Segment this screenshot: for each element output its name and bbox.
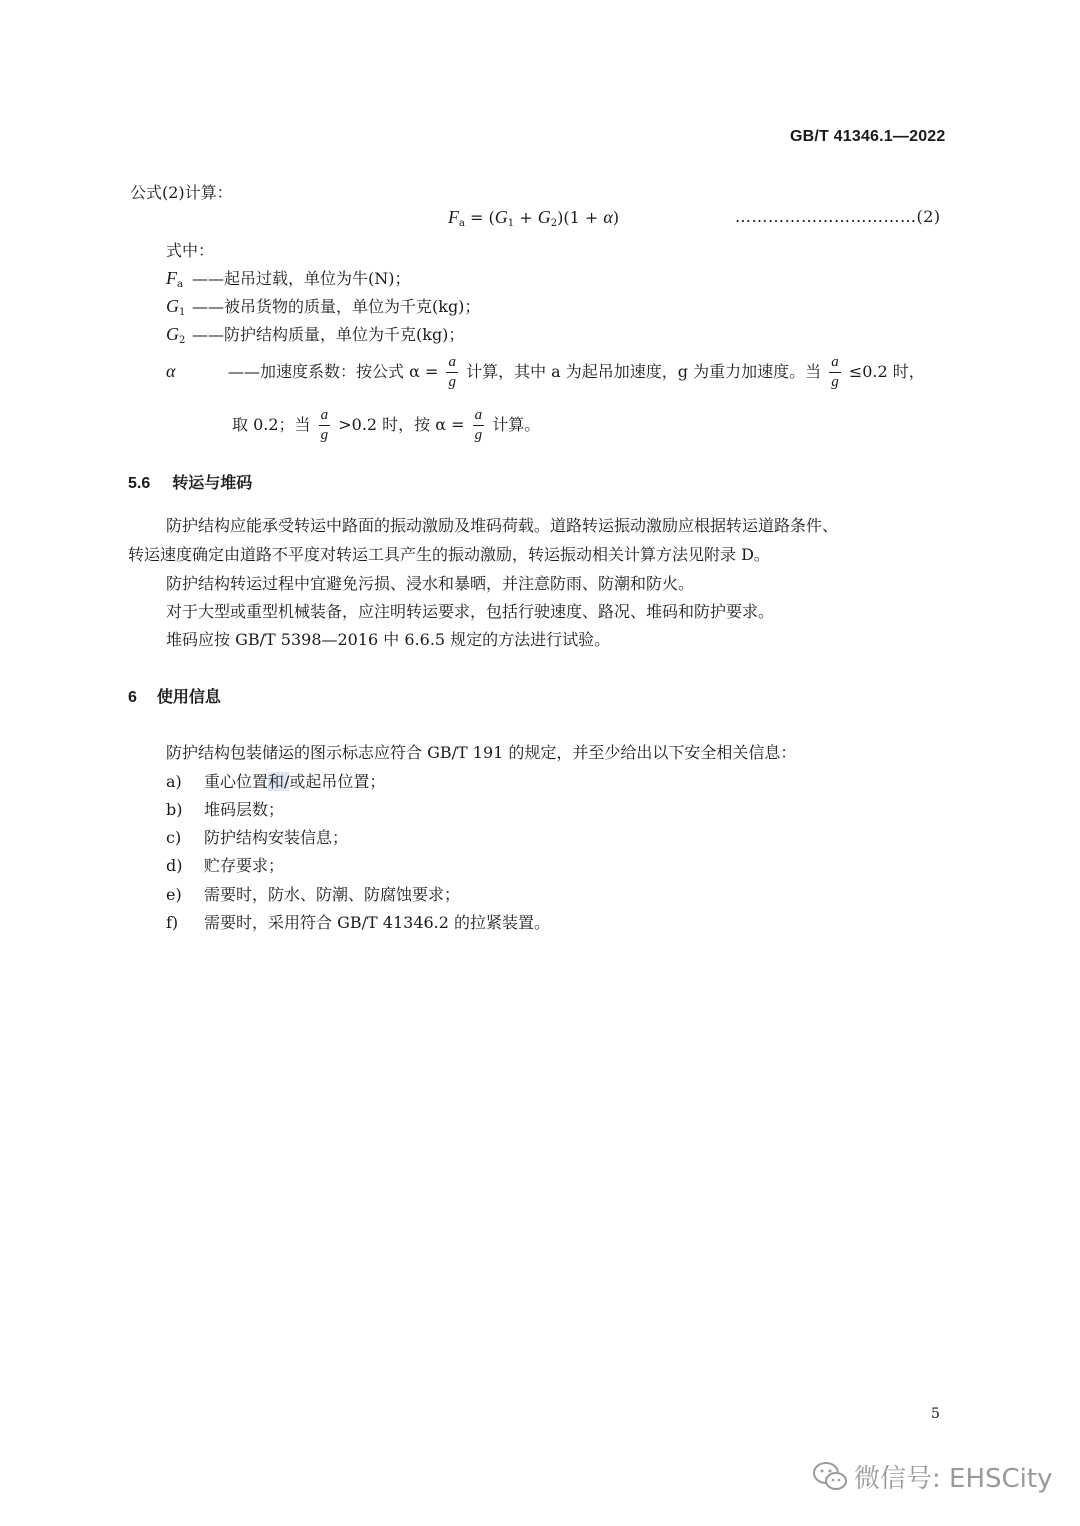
def-g1: $G_1$ ——被吊货物的质量，单位为千克(kg)； bbox=[166, 296, 481, 318]
paragraph: 转运速度确定由道路不平度对转运工具产生的振动激励，转运振动相关计算方法见附录 D。 bbox=[128, 545, 770, 564]
paragraph: 防护结构转运过程中宜避免污损、浸水和暴晒，并注意防雨、防潮和防火。 bbox=[166, 574, 695, 593]
where-label: 式中： bbox=[166, 241, 215, 260]
fraction-a-over-g: $\frac{a}{g}$ bbox=[831, 354, 839, 390]
def-alpha-cont: 取 0.2；当 $\frac{a}{g}$ >0.2 时，按 α = $\frac{a}{g}$ 计算。 bbox=[232, 407, 541, 443]
list-item: f) 需要时，采用符合 GB/T 41346.2 的拉紧装置。 bbox=[166, 913, 551, 932]
def-fa: $F_a$ ——起吊过载，单位为牛(N)； bbox=[166, 268, 411, 290]
list-item: a) 重心位置和/或起吊位置； bbox=[166, 772, 386, 791]
formula-intro: 公式(2)计算： bbox=[130, 183, 233, 202]
paragraph: 防护结构应能承受转运中路面的振动激励及堆码荷载。道路转运振动激励应根据转运道路条件、 bbox=[166, 516, 839, 535]
standard-number: GB/T 41346.1—2022 bbox=[790, 128, 946, 145]
list-item: c) 防护结构安装信息； bbox=[166, 828, 349, 847]
def-alpha: α ——加速度系数：按公式 α = $\frac{a}{g}$ 计算，其中 a 为起吊加速度，g 为重力加速度。当 $\frac{a}{g}$ ≤0.2 时， bbox=[166, 354, 925, 390]
paragraph: 堆码应按 GB/T 5398—2016 中 6.6.5 规定的方法进行试验。 bbox=[166, 630, 611, 649]
watermark: 微信号: EHSCity bbox=[812, 1458, 1052, 1495]
list-item: e) 需要时，防水、防潮、防腐蚀要求； bbox=[166, 885, 461, 904]
list-item: b) 堆码层数； bbox=[166, 800, 285, 819]
paragraph: 对于大型或重型机械装备，应注明转运要求，包括行驶速度、路况、堆码和防护要求。 bbox=[166, 602, 775, 621]
fraction-a-over-g: $\frac{a}{g}$ bbox=[474, 407, 483, 443]
wechat-icon bbox=[812, 1461, 848, 1493]
section-5-6-heading: 5.6 转运与堆码 bbox=[128, 475, 253, 492]
formula-leader: ……………………………(2) bbox=[735, 207, 941, 226]
formula-2: $F_a = (G_1 + G_2)(1 + \alpha)$ bbox=[448, 207, 620, 229]
paragraph: 防护结构包装储运的图示标志应符合 GB/T 191 的规定，并至少给出以下安全相关信息： bbox=[166, 743, 797, 762]
page-number: 5 bbox=[931, 1406, 940, 1422]
def-g2: $G_2$ ——防护结构质量，单位为千克(kg)； bbox=[166, 324, 465, 346]
section-6-heading: 6 使用信息 bbox=[128, 689, 221, 706]
fraction-a-over-g: $\frac{a}{g}$ bbox=[320, 407, 329, 443]
list-item: d) 贮存要求； bbox=[166, 856, 285, 875]
fraction-a-over-g: $\frac{a}{g}$ bbox=[448, 354, 456, 390]
